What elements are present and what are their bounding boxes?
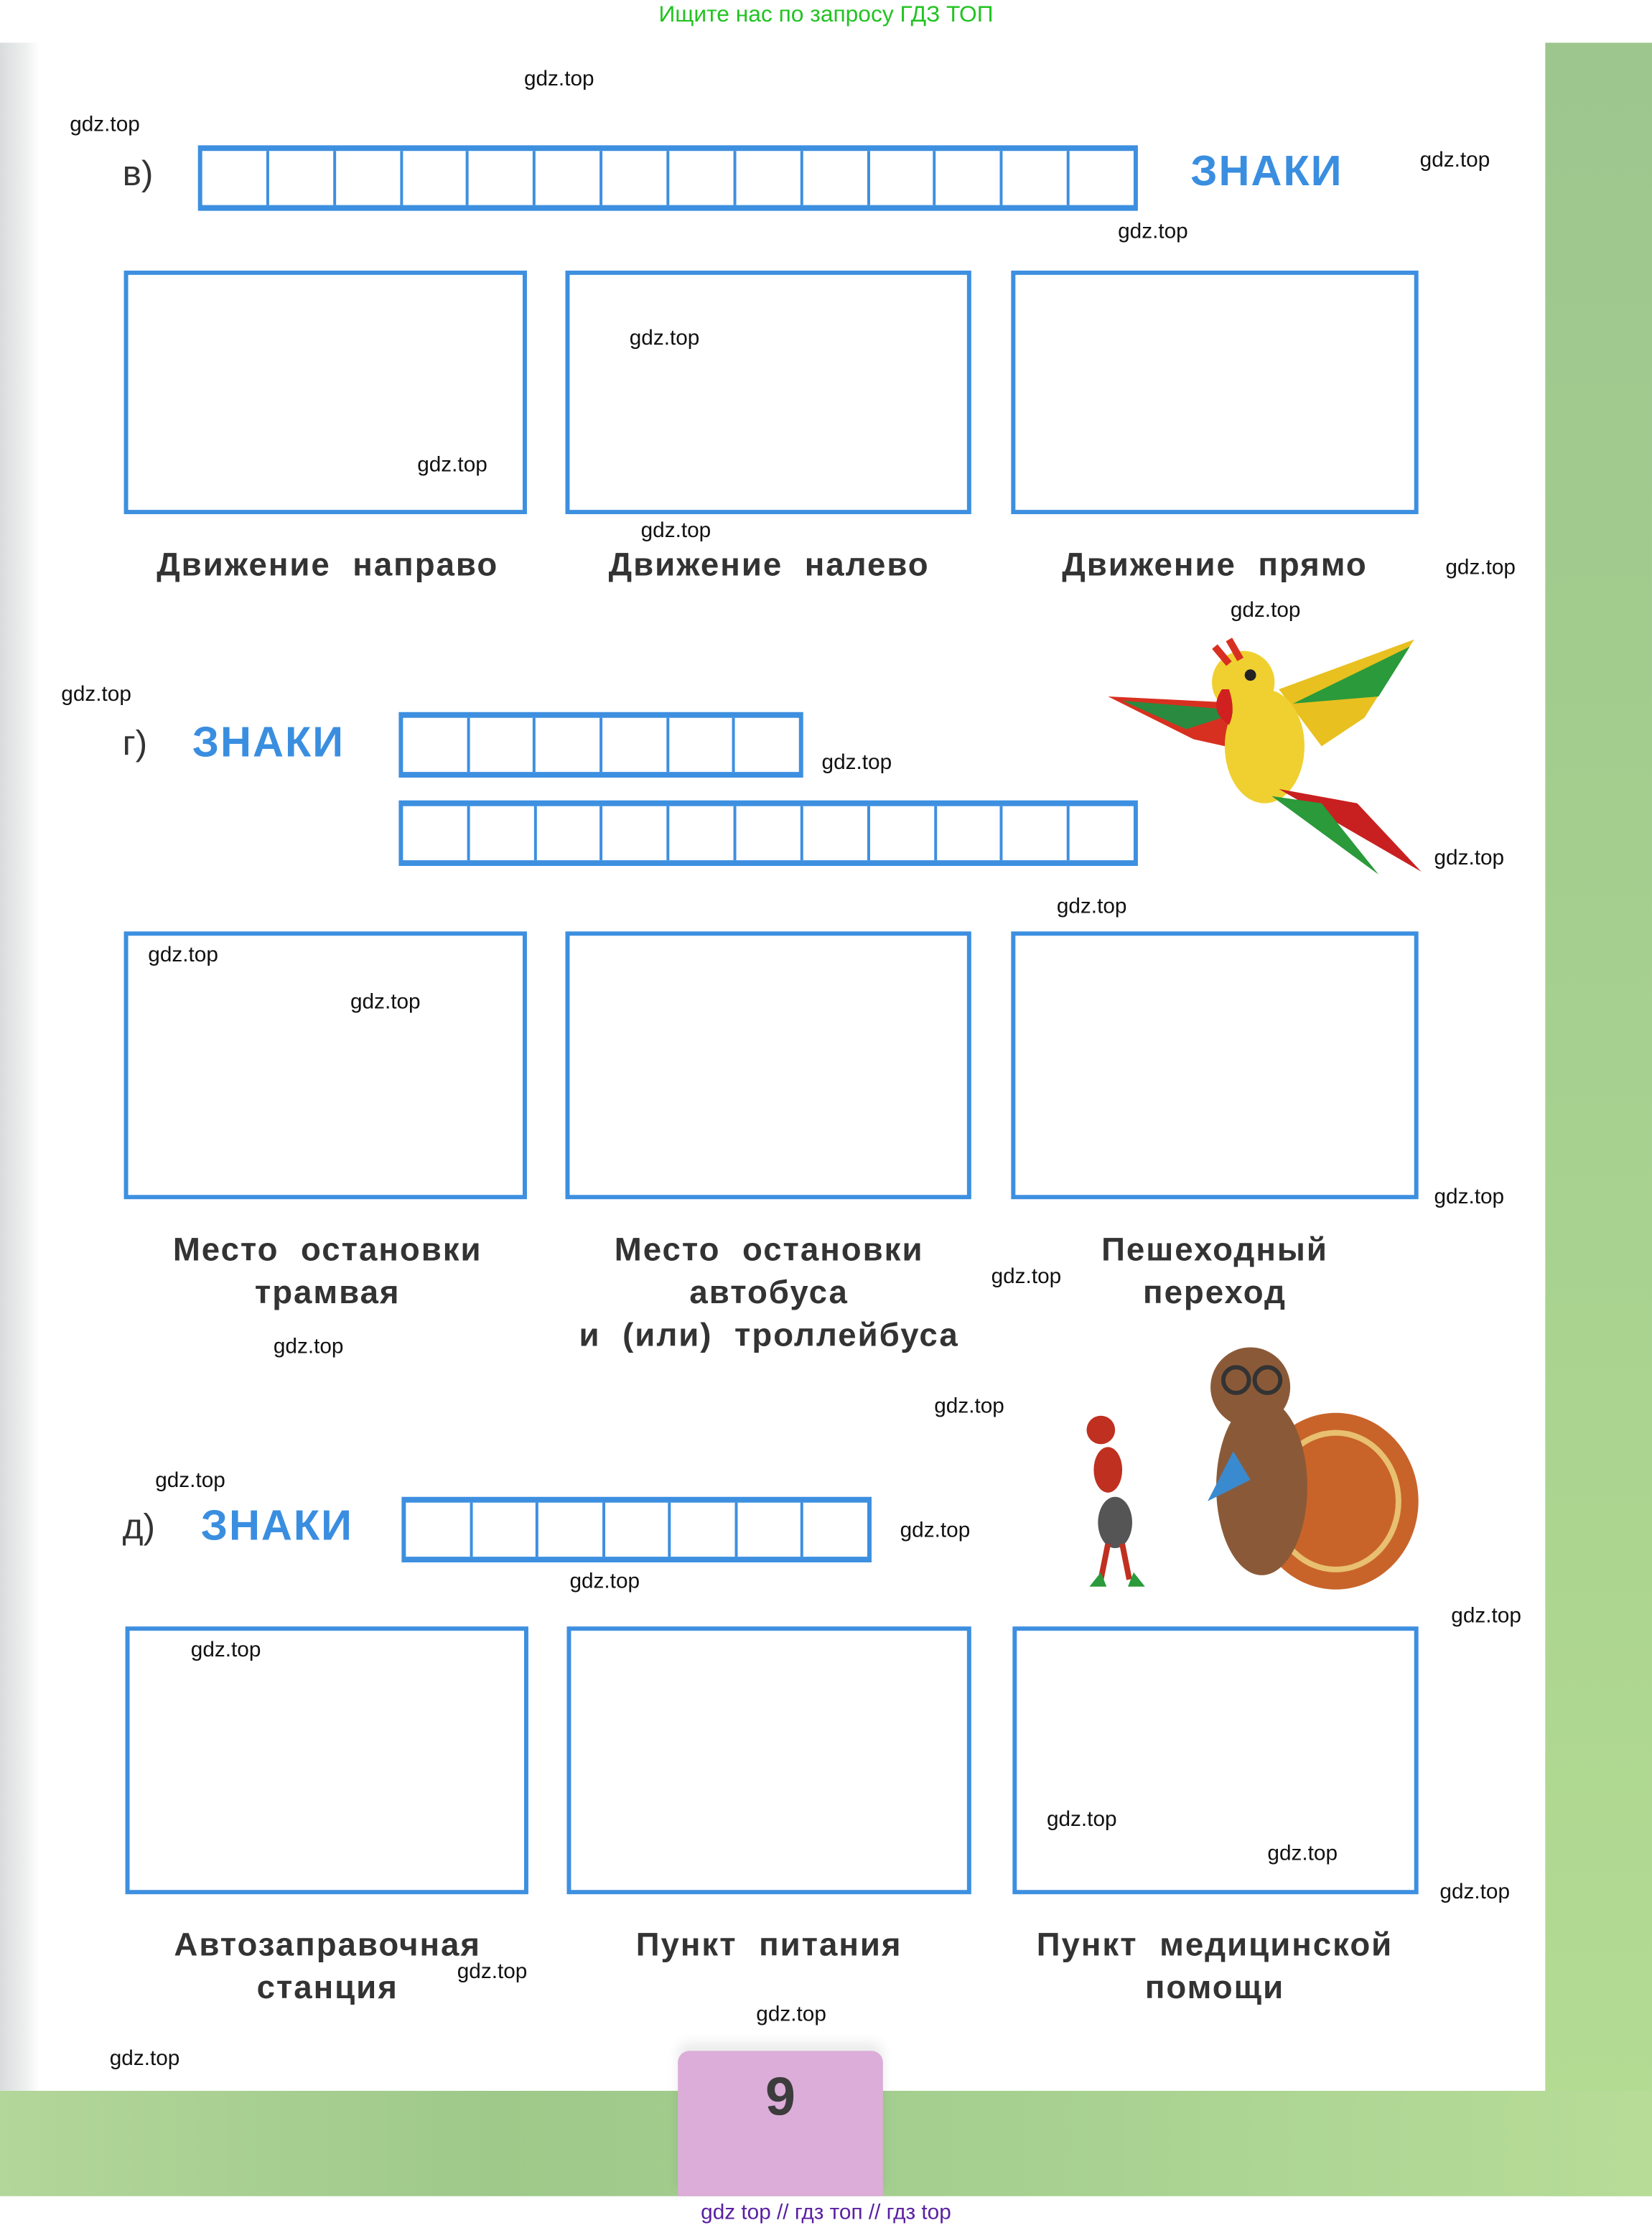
sign-box-tram-stop[interactable]	[124, 931, 527, 1199]
watermark: gdz.top	[991, 1264, 1062, 1290]
letter-cell[interactable]	[469, 151, 536, 205]
watermark: gdz.top	[1439, 1880, 1511, 1905]
letter-cell[interactable]	[536, 718, 603, 772]
section-title-v: ЗНАКИ	[1190, 148, 1343, 195]
letter-cell[interactable]	[472, 1503, 538, 1557]
letter-cell[interactable]	[670, 806, 737, 860]
watermark: gdz.top	[821, 750, 892, 775]
watermark: gdz.top	[1419, 148, 1490, 173]
letter-cell[interactable]	[202, 151, 269, 205]
letter-cell[interactable]	[470, 806, 536, 860]
watermark: gdz.top	[629, 326, 700, 350]
watermark: gdz.top	[1434, 1185, 1505, 1210]
letter-cell[interactable]	[603, 806, 670, 860]
letter-grid-d[interactable]	[401, 1497, 872, 1562]
sign-box-medical-aid[interactable]	[1012, 1626, 1418, 1894]
letter-cell[interactable]	[1003, 151, 1070, 205]
sign-box-left-turn[interactable]	[565, 271, 971, 514]
page-number: 9	[765, 2068, 795, 2128]
letter-grid-g-2[interactable]	[398, 801, 1137, 866]
letter-cell[interactable]	[669, 151, 736, 205]
section-label-g: г)	[122, 723, 148, 764]
sign-box-food-point[interactable]	[566, 1626, 971, 1894]
letter-cell[interactable]	[803, 806, 870, 860]
watermark: gdz.top	[756, 2002, 826, 2027]
watermark: gdz.top	[1445, 555, 1516, 580]
page-background-right	[1545, 43, 1652, 2196]
caption-tram-stop: Место остановки трамвая	[172, 1230, 482, 1310]
letter-cell[interactable]	[737, 1503, 803, 1557]
watermark: gdz.top	[1046, 1807, 1117, 1832]
watermark: gdz.top	[273, 1334, 344, 1359]
letter-grid-v[interactable]	[198, 145, 1138, 210]
watermark: gdz.top	[1434, 846, 1505, 870]
watermark: gdz.top	[934, 1394, 1004, 1419]
letter-cell[interactable]	[470, 718, 536, 772]
letter-cell[interactable]	[403, 718, 470, 772]
caption-food-point: Пункт питания	[635, 1925, 902, 1963]
letter-cell[interactable]	[536, 151, 602, 205]
letter-cell[interactable]	[406, 1503, 472, 1557]
watermark: gdz.top	[417, 452, 487, 477]
letter-cell[interactable]	[737, 806, 803, 860]
letter-cell[interactable]	[1070, 151, 1134, 205]
caption-crosswalk: Пешеходный переход	[1101, 1230, 1328, 1310]
caption-gas-station: Автозаправочная станция	[174, 1925, 482, 2005]
ant-and-turtle-illustration	[1051, 1345, 1429, 1601]
watermark: gdz.top	[1118, 219, 1188, 244]
sign-box-bus-stop[interactable]	[565, 931, 971, 1199]
letter-cell[interactable]	[538, 1503, 605, 1557]
watermark: gdz.top	[1267, 1841, 1338, 1866]
search-banner[interactable]: Ищите нас по запросу ГДЗ ТОП	[658, 2, 994, 27]
section-label-v: в)	[122, 154, 154, 194]
letter-cell[interactable]	[269, 151, 336, 205]
letter-cell[interactable]	[735, 718, 799, 772]
letter-cell[interactable]	[736, 151, 803, 205]
watermark: gdz.top	[109, 2046, 180, 2071]
footer-links[interactable]: gdz top // гдз топ // гдз top	[701, 2200, 951, 2225]
letter-cell[interactable]	[669, 718, 736, 772]
parrot-illustration	[1108, 633, 1428, 877]
watermark: gdz.top	[1056, 894, 1127, 919]
watermark: gdz.top	[523, 67, 594, 91]
watermark: gdz.top	[148, 943, 218, 967]
letter-cell[interactable]	[671, 1503, 737, 1557]
letter-cell[interactable]	[869, 151, 936, 205]
sign-box-right-turn[interactable]	[124, 271, 527, 514]
caption-left-turn: Движение налево	[608, 545, 930, 583]
letter-cell[interactable]	[936, 151, 1003, 205]
letter-cell[interactable]	[403, 806, 470, 860]
letter-cell[interactable]	[602, 718, 669, 772]
caption-straight: Движение прямо	[1062, 545, 1368, 583]
section-title-g: ЗНАКИ	[192, 719, 345, 767]
watermark: gdz.top	[1230, 598, 1301, 623]
watermark: gdz.top	[1451, 1603, 1521, 1628]
letter-grid-g-1[interactable]	[398, 712, 803, 778]
letter-cell[interactable]	[1003, 806, 1070, 860]
caption-bus-stop: Место остановки автобуса и (или) троллейбуса	[579, 1230, 959, 1353]
letter-cell[interactable]	[336, 151, 403, 205]
letter-cell[interactable]	[804, 1503, 867, 1557]
sign-box-straight[interactable]	[1011, 271, 1418, 514]
sign-box-crosswalk[interactable]	[1011, 931, 1418, 1199]
letter-cell[interactable]	[936, 806, 1003, 860]
letter-cell[interactable]	[403, 151, 470, 205]
watermark: gdz.top	[190, 1638, 261, 1662]
watermark: gdz.top	[640, 518, 711, 543]
letter-cell[interactable]	[803, 151, 869, 205]
watermark: gdz.top	[155, 1468, 225, 1493]
watermark: gdz.top	[569, 1569, 640, 1594]
watermark: gdz.top	[70, 112, 140, 137]
sign-box-gas-station[interactable]	[126, 1626, 528, 1894]
watermark: gdz.top	[900, 1518, 971, 1543]
caption-medical-aid: Пункт медицинской помощи	[1036, 1925, 1394, 2005]
watermark: gdz.top	[350, 989, 421, 1015]
letter-cell[interactable]	[869, 806, 936, 860]
section-label-d: д)	[122, 1506, 156, 1547]
letter-cell[interactable]	[605, 1503, 671, 1557]
letter-cell[interactable]	[602, 151, 669, 205]
caption-right-turn: Движение направо	[157, 545, 499, 583]
watermark: gdz.top	[457, 1959, 528, 1985]
watermark: gdz.top	[61, 682, 131, 707]
section-title-d: ЗНАКИ	[200, 1502, 353, 1550]
letter-cell[interactable]	[536, 806, 603, 860]
